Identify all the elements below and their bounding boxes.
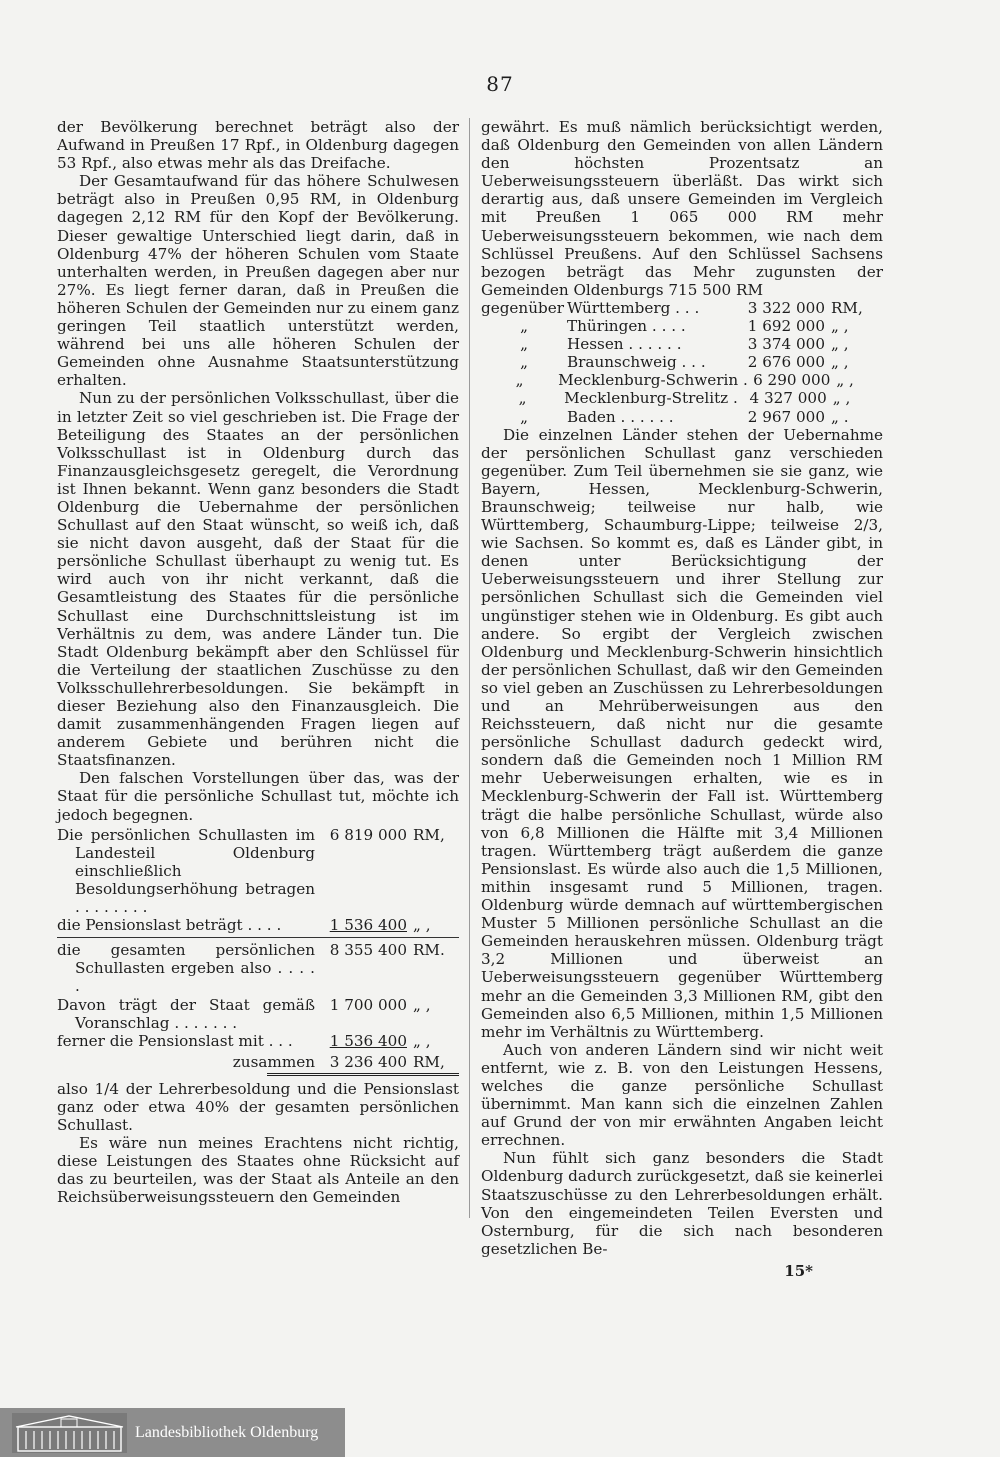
paragraph: Der Gesamtaufwand für das höhere Schulwesen beträgt also in Preußen 0,95 RM, in Oldenburg dagegen 2,12 RM für den Kopf der Bevölkerung. Dieser gewaltige Unterschied liegt darin, daß in Oldenburg 47% der höheren Schulen vom Staate unterhalten werden, in Preußen dagegen aber nur 27%. Es liegt ferner daran, daß in Preußen die höheren Schulen der Gemeinden nur zu einem ganz geringen Teil staatlich unterstützt werden, während bei uns alle höheren Schulen der Gemeinden ohne Ausnahme Staatsunterstützung erhalten.	[57, 172, 459, 390]
table-row-unit: RM,	[413, 1052, 445, 1071]
table-row-label: die gesamten persönlichen Schullasten ergeben also . . . . .	[57, 941, 315, 996]
paragraph: Die einzelnen Länder stehen der Uebernahme der persönlichen Schullast ganz verschieden gegenüber. Zum Teil übernehmen sie sie ganz, wie Bayern, Hessen, Mecklenburg-Schwerin, Braunschweig; teilweise nur halb, wie Württemberg, Schaumburg-Lippe; teilweise 2/3, wie Sachsen. So kommt es, daß es Länder gibt, in denen unter Berücksichtigung der Ueberweisungssteuern und ihrer Stellung zur persönlichen Schullast sich die Gemeinden viel ungünstiger stehen wie in Oldenburg. Es gibt auch andere. So ergibt der Vergleich zwischen Oldenburg und Mecklenburg-Schwerin hinsichtlich der persönlichen Schullast, daß wir den Gemeinden so viel geben an Zuschüssen zu Lehrerbesoldungen und an Mehrüberweisungen aus den Reichssteuern, daß nicht nur die gesamte persönliche Schullast dadurch gedeckt wird, sondern daß die Gemeinden noch 1 Million RM mehr Ueberweisungen erhalten, wie es in Mecklenburg-Schwerin der Fall ist. Württemberg trägt die halbe persönliche Schullast, würde also von 6,8 Millionen die Hälfte mit 3,4 Millionen tragen. Württemberg trägt außerdem die ganze Pensionslast. Es würde also auch die 1,5 Millionen, mithin insgesamt rund 5 Millionen, tragen. Oldenburg würde demnach auf württembergischen Muster 5 Millionen persönliche Schullast an die Gemeinden herauskehren müssen. Oldenburg trägt 3,2 Millionen und überweist an Ueberweisungssteuern gegenüber Württemberg mehr an die Gemeinden 3,3 Millionen RM, gibt den Gemeinden also 6,5 Millionen, mithin 1,5 Millionen mehr im Verhältnis zu Württemberg.	[481, 425, 883, 1041]
table-row-amount: 6 819 000	[329, 825, 407, 844]
list-item-state: Thüringen . . . .	[567, 317, 686, 336]
list-item	[481, 317, 883, 335]
table-row	[57, 1032, 459, 1050]
table-row-unit: RM,	[413, 825, 445, 844]
table-row-label: Davon trägt der Staat gemäß Voranschlag . . . . . . .	[57, 995, 315, 1032]
left-column	[57, 118, 459, 1207]
library-name: Landesbibliothek Oldenburg	[135, 1423, 319, 1441]
list-item-amount: 6 290 000	[753, 371, 831, 390]
printer-signature: 15*	[784, 1261, 813, 1280]
list-item-unit: „ ,	[831, 353, 849, 372]
table-row-label: zusammen	[232, 1052, 315, 1071]
library-building-icon	[12, 1413, 127, 1453]
table-row-amount: 8 355 400	[329, 941, 407, 960]
list-item-prefix: „	[520, 335, 528, 354]
paragraph: Nun fühlt sich ganz besonders die Stadt Oldenburg dadurch zurückgesetzt, daß sie keinerlei Staatszuschüsse zu den Lehrerbesoldungen erhält. Von den eingemeindeten Teilen Eversten und Osternburg, für die sich nach besonderen gesetzlichen Be-	[481, 1149, 883, 1258]
list-item	[481, 299, 883, 317]
table-row-amount: 1 536 400	[329, 1031, 407, 1050]
list-item-unit: „ ,	[831, 317, 849, 336]
list-item-state: Hessen . . . . . .	[567, 335, 682, 354]
list-item-prefix: „	[520, 353, 528, 372]
table-row-unit: „ ,	[413, 995, 431, 1014]
list-item-amount: 4 327 000	[749, 389, 827, 408]
list-item	[481, 371, 883, 389]
list-item-amount: 3 322 000	[747, 298, 825, 317]
list-item	[481, 353, 883, 371]
table-row-unit: „ ,	[413, 1031, 431, 1050]
paragraph: Es wäre nun meines Erachtens nicht richtig, diese Leistungen des Staates ohne Rücksicht auf das zu beurteilen, was der Staat als Anteile an den Reichsüberweisungssteuern den Gemeinden	[57, 1134, 459, 1207]
table-row-amount: 1 536 400	[329, 916, 407, 935]
list-item-unit: „ .	[831, 407, 849, 426]
list-item-prefix: „	[520, 317, 528, 336]
column-divider	[469, 118, 470, 1218]
table-rule	[57, 937, 459, 938]
table-row-unit: RM.	[413, 941, 445, 960]
list-item	[481, 408, 883, 426]
list-item-amount: 2 676 000	[747, 353, 825, 372]
state-comparison-list	[481, 299, 883, 426]
table-row	[57, 916, 459, 934]
page-number: 87	[486, 72, 514, 96]
paragraph: Auch von anderen Ländern sind wir nicht weit entfernt, wie z. B. von den Leistungen Hessens, welches die ganze persönliche Schullast übernimmt. Man kann sich die einzelnen Zahlen auf Grund der von mir erwähnten Angaben leicht errechnen.	[481, 1040, 883, 1150]
table-row	[57, 996, 459, 1032]
list-item-amount: 2 967 000	[747, 407, 825, 426]
paragraph: also 1/4 der Lehrerbesoldung und die Pensionslast ganz oder etwa 40% der gesamten persönlichen Schullast.	[57, 1079, 459, 1135]
list-item-state: Braunschweig . . .	[567, 353, 706, 372]
list-item-state: Mecklenburg-Strelitz .	[564, 389, 738, 408]
list-item-unit: RM,	[831, 298, 863, 317]
list-item-prefix: „	[518, 389, 527, 408]
table-double-rule	[267, 1073, 459, 1076]
table-row-unit: „ ,	[413, 916, 431, 935]
list-item-prefix: gegenüber	[481, 298, 564, 317]
list-item-unit: „ ,	[836, 371, 854, 390]
paragraph: Nun zu der persönlichen Volksschullast, über die in letzter Zeit so viel geschrieben ist. Die Frage der Beteiligung des Staates an der persönlichen Volksschullast ist in Oldenburg durch das Finanzausgleichsgesetz geregelt, die Verordnung ist Ihnen bekannt. Wenn ganz besonders die Stadt Oldenburg die Uebernahme der persönlichen Schullast auf den Staat wünscht, so weiß ich, daß sie nicht davon ausgeht, daß der Staat für die persönliche Schullast überhaupt zu wenig tut. Es wird auch von ihr nicht verkannt, daß die Gesamtleistung des Staates für die persönliche Schullast eine Durchschnittsleistung ist im Verhältnis zu dem, was andere Länder tun. Die Stadt Oldenburg bekämpft aber den Schlüssel für die Verteilung der staatlichen Zuschüsse zu den Volksschullehrerbesoldungen. Sie bekämpft in dieser Beziehung also den Finanzausgleich. Die damit zusammenhängenden Fragen liegen auf anderem Gebiete und berühren nicht die Staatsfinanzen.	[57, 389, 459, 770]
list-item-state: Baden . . . . . .	[567, 407, 674, 426]
list-item	[481, 389, 883, 407]
table-row-label: Die persönlichen Schullasten im Landesteil Oldenburg einschließlich Besoldungserhöhung betragen . . . . . . . .	[57, 825, 315, 917]
list-item-amount: 1 692 000	[747, 317, 825, 336]
table-row-label: die Pensionslast beträgt . . . .	[57, 916, 282, 935]
table-row-label: ferner die Pensionslast mit . . .	[57, 1031, 293, 1050]
table-row-amount: 1 700 000	[329, 995, 407, 1014]
list-item-unit: „ ,	[832, 389, 851, 408]
library-footer	[0, 1408, 345, 1457]
table-row	[57, 826, 459, 916]
list-item-prefix: „	[515, 371, 524, 390]
list-item-prefix: „	[520, 407, 528, 426]
right-column	[481, 118, 883, 1280]
list-item-unit: „ ,	[831, 335, 849, 354]
school-cost-table	[57, 826, 459, 1076]
table-row-total	[57, 1053, 459, 1071]
table-row-amount: 3 236 400	[329, 1052, 407, 1071]
paragraph: Den falschen Vorstellungen über das, was der Staat für die persönliche Schullast tut, möchte ich jedoch begegnen.	[57, 769, 459, 824]
list-item-state: Mecklenburg-Schwerin .	[558, 371, 748, 390]
list-item-amount: 3 374 000	[747, 335, 825, 354]
table-row	[57, 941, 459, 995]
paragraph: gewährt. Es muß nämlich berücksichtigt werden, daß Oldenburg den Gemeinden von allen Ländern den höchsten Prozentsatz an Ueberweisungssteuern überläßt. Das wirkt sich derartig aus, daß unsere Gemeinden im Vergleich mit Preußen 1 065 000 RM mehr Ueberweisungssteuern bekommen, wie nach dem Schlüssel Preußens. Auf den Schlüssel Sachsens bezogen beträgt das Mehr zugunsten der Gemeinden Oldenburgs 715 500 RM	[481, 118, 883, 299]
list-item-state: Württemberg . . .	[567, 298, 700, 317]
list-item	[481, 335, 883, 353]
paragraph: der Bevölkerung berechnet beträgt also der Aufwand in Preußen 17 Rpf., in Oldenburg dagegen 53 Rpf., also etwas mehr als das Dreifache.	[57, 118, 459, 173]
